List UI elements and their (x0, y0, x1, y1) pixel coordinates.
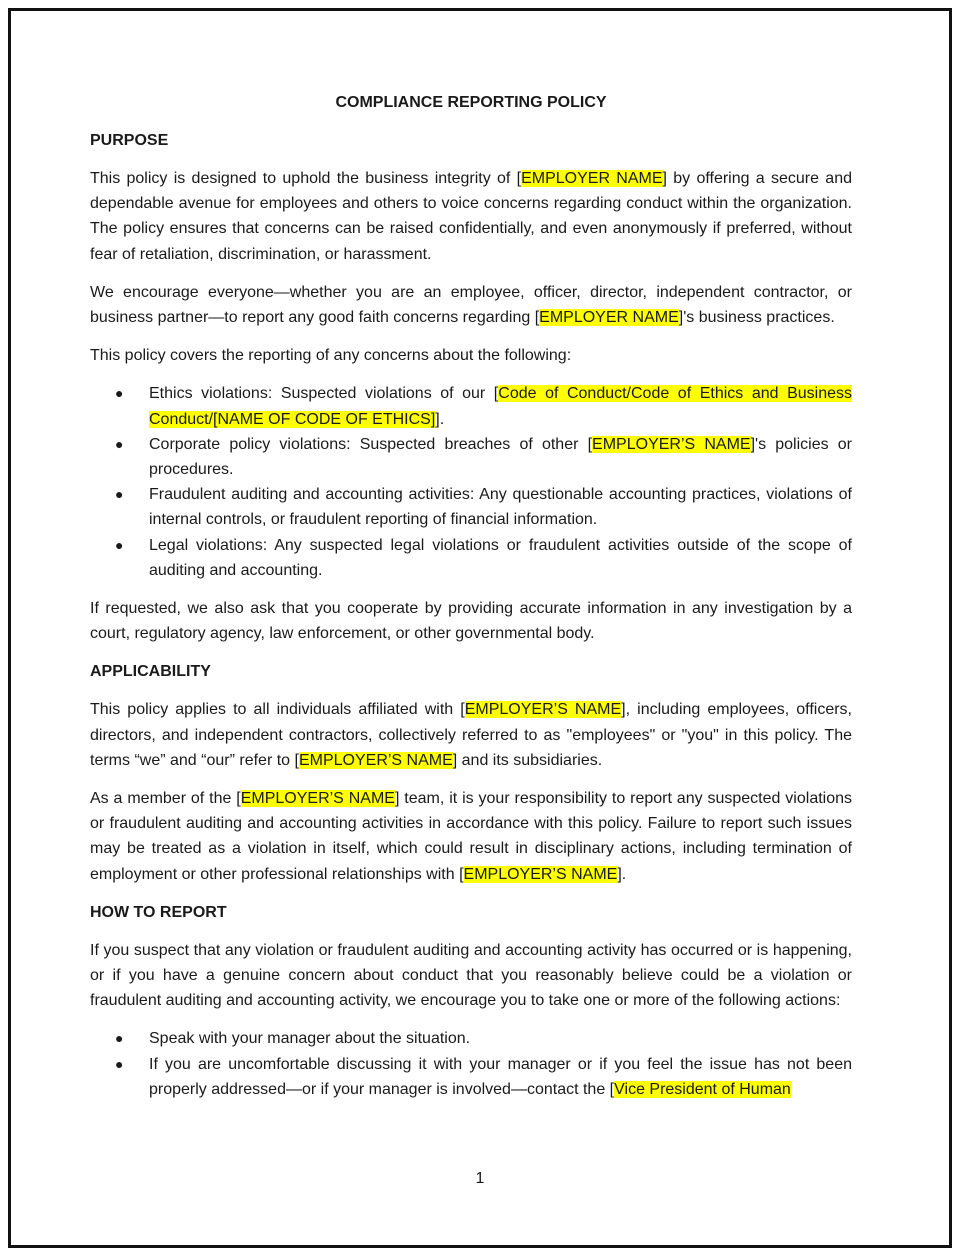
placeholder-highlight: EMPLOYER’S NAME (592, 435, 751, 453)
text-run: Legal violations: Any suspected legal violations or fraudulent activities outside of the scope of auditing and accounting. (149, 536, 852, 579)
list-item (115, 482, 852, 532)
bullet-list-actions (90, 1026, 852, 1102)
text-run: Ethics violations: Suspected violations of our [ (149, 385, 499, 403)
text-run: ]. (617, 865, 627, 883)
placeholder-highlight: EMPLOYER NAME (539, 309, 679, 327)
list-item (115, 432, 852, 482)
section-heading-applicability: APPLICABILITY (90, 663, 211, 681)
text-run: ] and its subsidiaries. (452, 751, 603, 769)
placeholder-highlight: Code of Conduct/Code of Ethics and Business Conduct/[NAME OF CODE OF ETHICS] (149, 385, 852, 428)
bullet-icon: ● (115, 385, 124, 402)
list-item (115, 1026, 852, 1051)
paragraph (90, 697, 852, 773)
bullet-icon: ● (115, 536, 124, 553)
placeholder-highlight: EMPLOYER’S NAME (298, 751, 453, 769)
paragraph: If requested, we also ask that you cooperate by providing accurate information in any investigation by a court, regulatory agency, law enforcement, or other governmental body. (90, 600, 852, 643)
text-run: We encourage everyone—whether you are an employee, officer, director, independent contractor, or business partner—to report any good faith concerns regarding [ (90, 283, 852, 327)
list-item (115, 533, 852, 583)
text-run: This policy applies to all individuals affiliated with [ (90, 701, 465, 719)
text-run: As a member of the [ (90, 790, 241, 808)
paragraph (90, 280, 852, 330)
list-item (115, 1052, 852, 1102)
text-run: ]'s policies or procedures. (149, 435, 852, 479)
text-run: Corporate policy violations: Suspected breaches of other [ (149, 435, 593, 453)
bullet-icon: ● (115, 486, 124, 503)
text-run: If you are uncomfortable discussing it with your manager or if you feel the issue has not been properly addressed—or if your manager is involved—contact the [ (149, 1055, 852, 1098)
text-run: Fraudulent auditing and accounting activities: Any questionable accounting practices, violations of internal controls, or fraudulent reporting of financial information. (149, 486, 852, 529)
document-title: COMPLIANCE REPORTING POLICY (335, 94, 607, 111)
text-run: ] by offering a secure and dependable avenue for employees and others to voice concerns regarding conduct within the organization. The policy ensures that concerns can be raised confidentially, and even anonymously if preferred, without fear of retaliation, discrimination, or harassment. (90, 170, 853, 263)
section-heading-how-to-report: HOW TO REPORT (90, 903, 227, 921)
text-run: This policy is designed to uphold the business integrity of [ (90, 170, 522, 187)
paragraph: This policy covers the reporting of any concerns about the following: (90, 347, 572, 365)
list-item (115, 381, 852, 431)
text-run: ] team, it is your responsibility to report any suspected violations or fraudulent auditing and accounting activities in accordance with this policy. Failure to report such issues may be treated as a violation in itself, which could result in disciplinary actions, including termination of employment or other professional relationships with [ (90, 790, 853, 883)
placeholder-highlight: EMPLOYER NAME (521, 170, 663, 187)
placeholder-highlight: Vice President of Human (614, 1080, 791, 1098)
placeholder-highlight: EMPLOYER’S NAME (464, 701, 622, 719)
page-number: 1 (475, 1170, 485, 1187)
bullet-list-concerns (90, 381, 852, 583)
placeholder-highlight: EMPLOYER’S NAME (240, 790, 395, 808)
placeholder-highlight: EMPLOYER’S NAME (463, 865, 618, 883)
paragraph (90, 166, 852, 267)
text-run: ]. (435, 410, 445, 428)
document-body (90, 90, 852, 1115)
section-heading-purpose: PURPOSE (90, 132, 169, 149)
text-run: Speak with your manager about the situation. (149, 1030, 471, 1048)
bullet-icon: ● (115, 1030, 124, 1047)
bullet-icon: ● (115, 1055, 124, 1072)
text-run: ]'s business practices. (678, 309, 835, 327)
paragraph: If you suspect that any violation or fraudulent auditing and accounting activity has occurred or is happening, or if you have a genuine concern about conduct that you reasonably believe could be a violation or fraudulent auditing and accounting activity, we encourage you to take one or more of the following actions: (90, 941, 852, 1010)
text-run: ], including employees, officers, directors, and independent contractors, collectively referred to as "employees" or "you" in this policy. The terms “we” and “our” refer to [ (90, 701, 852, 769)
bullet-icon: ● (115, 435, 124, 452)
paragraph (90, 786, 852, 887)
